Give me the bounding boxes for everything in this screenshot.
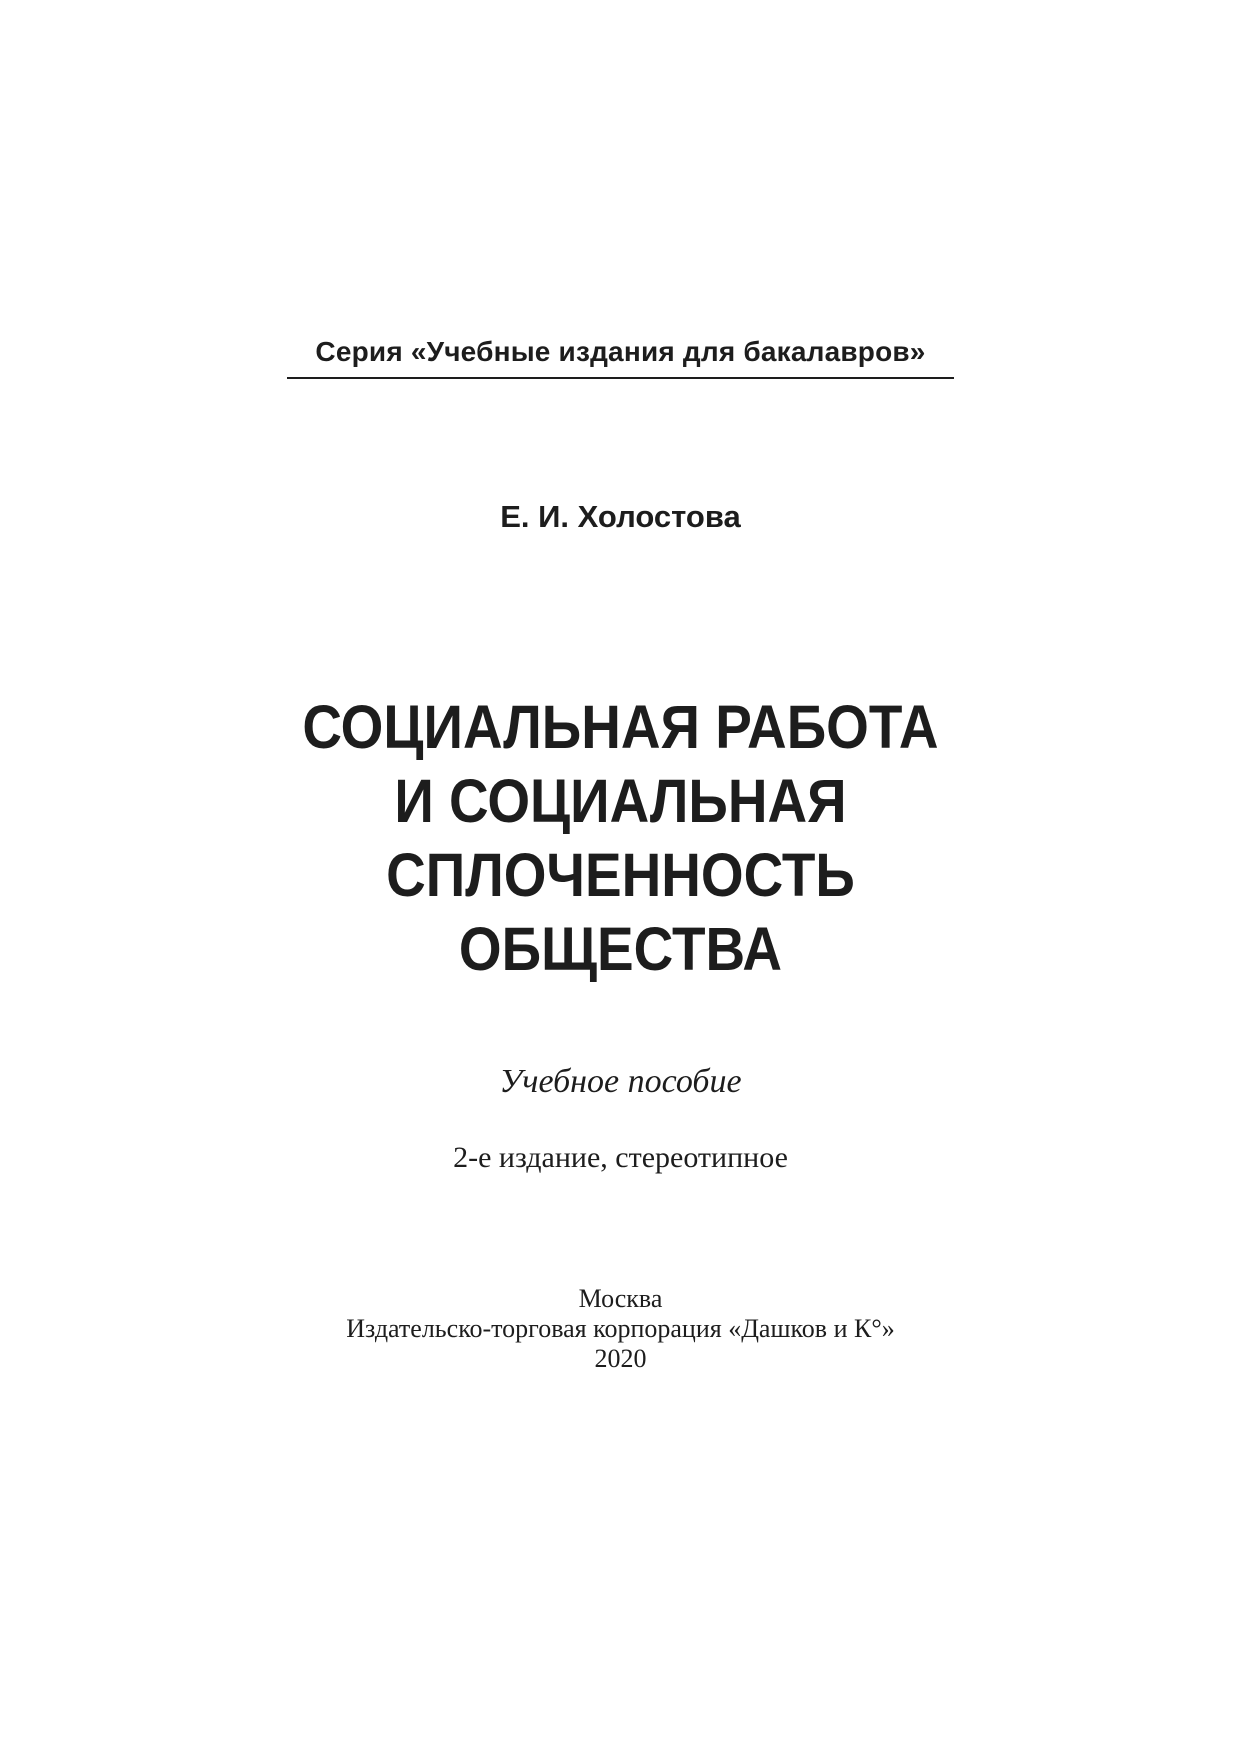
imprint-publisher: Издательско-торговая корпорация «Дашков и К°» <box>346 1314 895 1343</box>
author-name: Е. И. Холостова <box>500 499 741 534</box>
series-divider-rule <box>287 377 954 379</box>
book-title-line-4: ОБЩЕСТВА <box>458 915 783 983</box>
series-label: Серия «Учебные издания для бакалавров» <box>315 336 926 367</box>
imprint-block <box>0 1284 1241 1374</box>
book-title-line-1: СОЦИАЛЬНАЯ РАБОТА <box>302 693 939 761</box>
imprint-city: Москва <box>578 1284 663 1313</box>
edition-note: 2-е издание, стереотипное <box>453 1141 788 1174</box>
book-title-line-3: СПЛОЧЕННОСТЬ <box>386 841 855 909</box>
book-title-line-2: И СОЦИАЛЬНАЯ <box>394 767 847 835</box>
imprint-year: 2020 <box>594 1344 647 1373</box>
subtitle-edition-type: Учебное пособие <box>499 1063 742 1100</box>
book-title <box>0 690 1241 986</box>
